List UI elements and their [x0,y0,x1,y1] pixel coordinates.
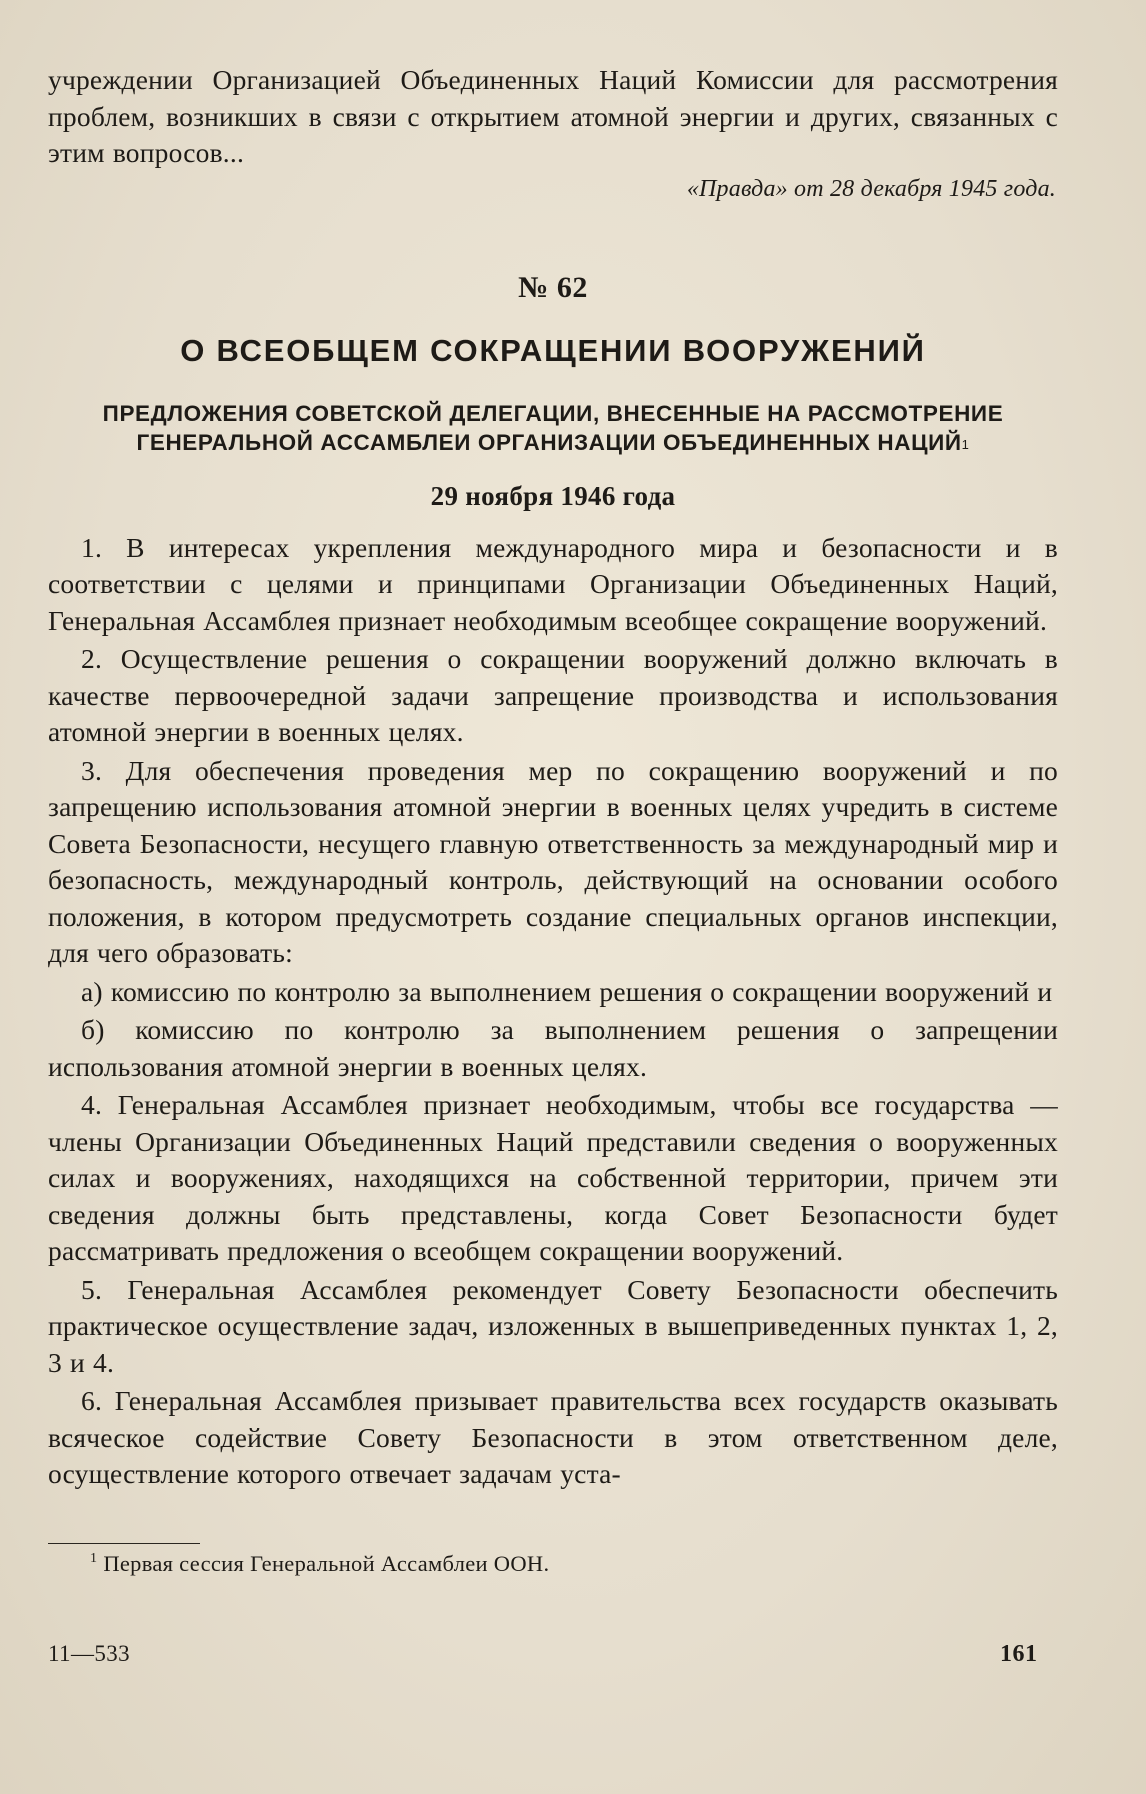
footnote-text: Первая сессия Генеральной Ассамблеи ООН. [103,1551,550,1576]
document-subtitle [48,399,1058,457]
footnote-mark: 1 [90,1551,98,1566]
proposal-item-3: 3. Для обеспечения проведения мер по сокращению вооружений и по запрещению использования атомной энергии в военных целях учредить в системе Совета Безопасности, несущего главную ответственность за международный мир и безопасность, международный контроль, действующий на основании особого положения, в котором предусмотреть создание специальных органов инспекции, для чего образовать: [48,754,1058,968]
proposal-item-6: 6. Генеральная Ассамблея призывает правительства всех государств оказывать всяческое содействие Совету Безопасности в этом ответственном деле, осуществление которого отвечает задачам уста- [48,1385,1058,1489]
proposal-item-3a: а) комиссию по контролю за выполнением решения о сокращении вооружений и [81,975,1053,1007]
document-number: № 62 [518,270,588,304]
footnote [90,1551,549,1577]
printer-signature-mark: 11—533 [48,1641,131,1666]
subtitle-footnote-mark: 1 [961,436,970,452]
continuation-paragraph: учреждении Организацией Объединенных Наций Комиссии для рассмотрения проблем, возникших в связи с открытием атомной энергии и других, связанных с этим вопросов... [48,64,1058,168]
proposal-item-4: 4. Генеральная Ассамблея признает необходимым, чтобы все государства — члены Организации Объединенных Наций представили сведения о вооруженных силах и вооружениях, находящихся на собственной территории, причем эти сведения должны быть представлены, когда Совет Безопасности будет рассматривать предложения о всеобщем сокращении вооружений. [48,1089,1058,1266]
source-citation: «Правда» от 28 декабря 1945 года. [686,175,1056,202]
footnote-divider [48,1543,200,1544]
page-body [48,62,1058,1495]
page-number: 161 [1000,1641,1038,1667]
document-date: 29 ноября 1946 года [430,480,676,511]
proposal-items [48,530,1058,1493]
document-subtitle-text: ПРЕДЛОЖЕНИЯ СОВЕТСКОЙ ДЕЛЕГАЦИИ, ВНЕСЕННЫЕ НА РАССМОТРЕНИЕ ГЕНЕРАЛЬНОЙ АССАМБЛЕИ ОРГАНИЗАЦИИ ОБЪЕДИНЕННЫХ НАЦИЙ [102,400,1004,455]
proposal-item-5: 5. Генеральная Ассамблея рекомендует Совету Безопасности обеспечить практическое осуществление задач, изложенных в вышеприведенных пунктах 1, 2, 3 и 4. [48,1273,1058,1378]
proposal-item-3b: б) комиссию по контролю за выполнением решения о запрещении использования атомной энергии в военных целях. [48,1014,1058,1082]
document-title: О ВСЕОБЩЕМ СОКРАЩЕНИИ ВООРУЖЕНИЙ [180,332,926,368]
proposal-item-1: 1. В интересах укрепления международного мира и безопасности и в соответствии с целями и принципами Организации Объединенных Наций, Генеральная Ассамблея признает необходимым всеобщее сокращение вооружений. [48,531,1058,636]
proposal-item-2: 2. Осуществление решения о сокращении вооружений должно включать в качестве первоочередной задачи запрещение производства и использования атомной энергии в военных целях. [48,643,1058,747]
